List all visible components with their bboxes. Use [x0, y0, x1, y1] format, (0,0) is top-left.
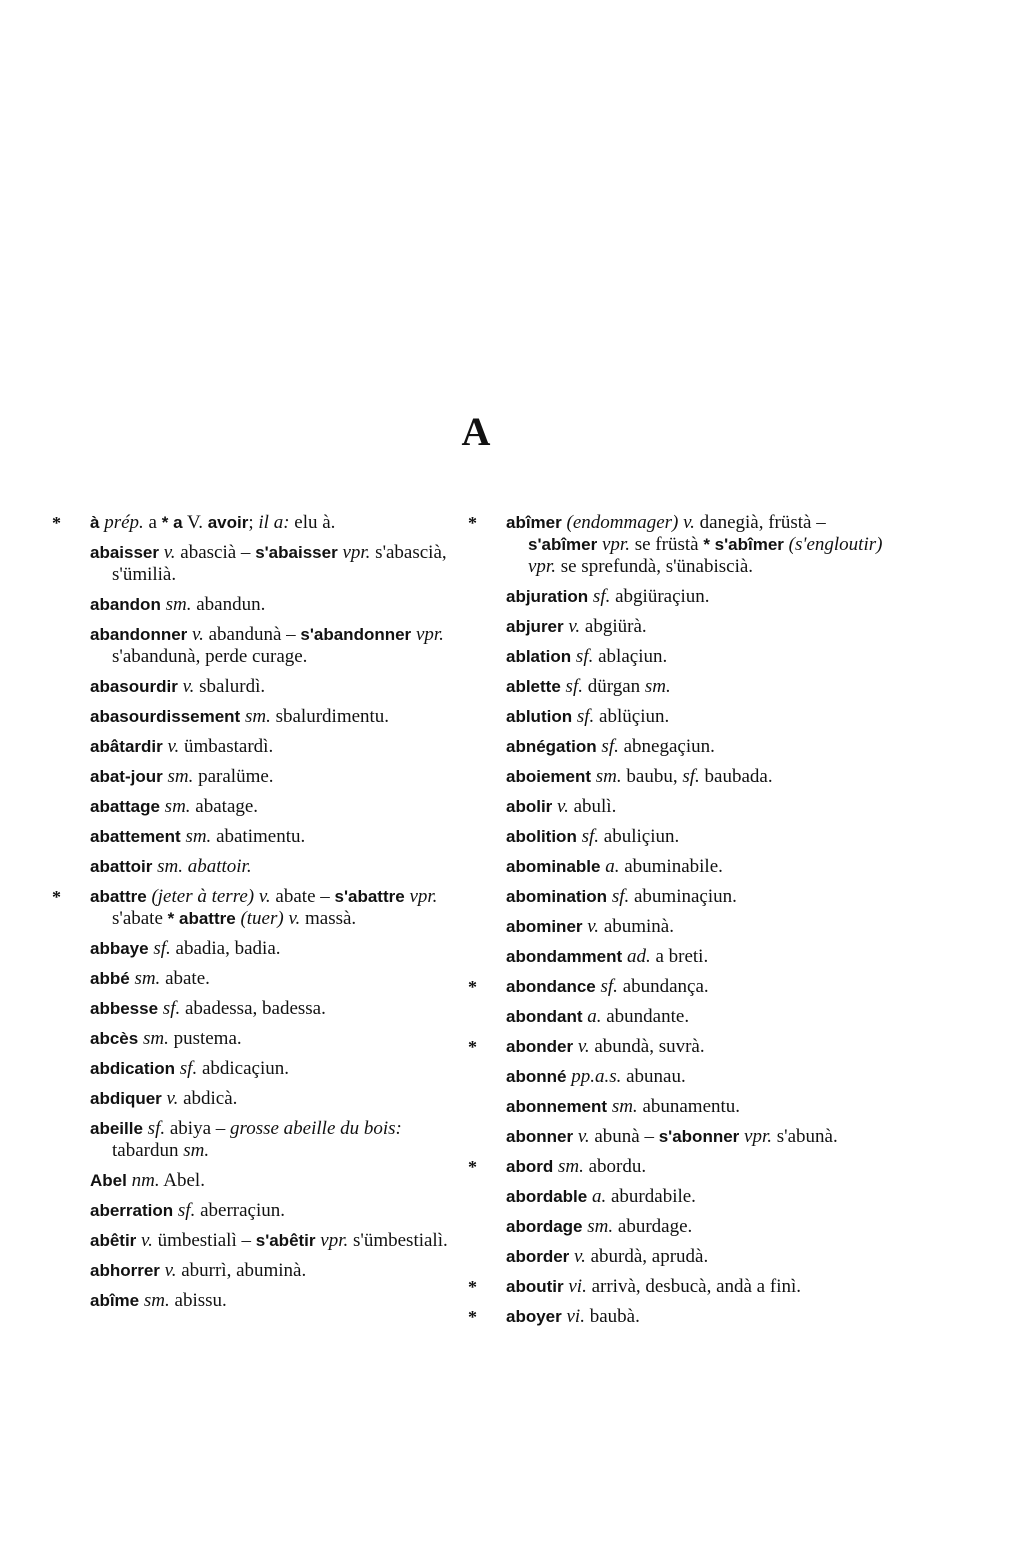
headword: abonder [506, 1037, 574, 1056]
dictionary-entry [90, 1170, 470, 1192]
headword: abordage [506, 1217, 583, 1236]
grammar-label: sm. [134, 968, 161, 989]
grammar-label: v. [683, 512, 695, 533]
headword: abjuration [506, 587, 589, 606]
grammar-label: vpr. [320, 1230, 349, 1251]
asterisk-marker: * [468, 1157, 477, 1177]
entry-text: abatage. [190, 796, 259, 817]
headword: abasourdir [90, 677, 178, 696]
dictionary-entry [468, 512, 886, 578]
grammar-label: sm. [143, 1290, 170, 1311]
dictionary-entry [90, 1290, 470, 1312]
dictionary-entry [506, 796, 886, 818]
headword: abîmer [506, 513, 562, 532]
dictionary-entry [90, 676, 470, 698]
grammar-label: sf. [600, 976, 618, 997]
dictionary-entry [506, 1066, 886, 1088]
entry-text: baubu, [621, 766, 683, 787]
grammar-label: v. [577, 1036, 590, 1057]
grammar-label: sf. [153, 938, 171, 959]
dictionary-entry [506, 766, 886, 788]
entry-text: abulì. [568, 796, 617, 817]
entry-text: abundà, suvrà. [589, 1036, 705, 1057]
headword: abbaye [90, 939, 149, 958]
grammar-label: v. [557, 796, 569, 817]
dictionary-entry [90, 766, 470, 788]
entry-text: abunà – [589, 1126, 659, 1147]
entry-text: abandun. [191, 594, 266, 615]
headword: abomination [506, 887, 608, 906]
headword: ablation [506, 647, 572, 666]
entry-text: abascià – [175, 542, 256, 563]
grammar-label: sf. [576, 706, 595, 727]
entry-text: abatimentu. [211, 826, 306, 847]
headword: ablution [506, 707, 573, 726]
grammar-label: v. [163, 542, 176, 563]
entry-text: paralüme. [193, 766, 274, 787]
headword: abandon [90, 595, 161, 614]
dictionary-entry [506, 736, 886, 758]
grammar-label: v. [192, 624, 204, 645]
headword: aberration [90, 1201, 174, 1220]
headword: * s'abîmer [703, 535, 784, 554]
entry-text: abgiüraçiun. [610, 586, 710, 607]
grammar-label: sf. [162, 998, 181, 1019]
dictionary-entry [90, 938, 470, 960]
entry-text: abiya – [165, 1118, 231, 1139]
dictionary-entry [90, 1118, 470, 1162]
headword: abordable [506, 1187, 588, 1206]
grammar-label: v. [587, 916, 600, 937]
asterisk-marker: * [468, 1277, 477, 1297]
entry-text: abate. [160, 968, 210, 989]
grammar-label: (s'engloutir) [788, 534, 883, 555]
dictionary-entry [468, 1156, 886, 1178]
grammar-label: v. [164, 1260, 177, 1281]
entry-text: ; [248, 512, 259, 533]
grammar-label: pp.a.s. [571, 1066, 622, 1087]
dictionary-entry [90, 826, 470, 848]
dictionary-entry [506, 646, 886, 668]
grammar-label: vpr. [602, 534, 630, 555]
grammar-label: sf. [682, 766, 700, 787]
headword: aboutir [506, 1277, 564, 1296]
dictionary-entry [52, 512, 470, 534]
dictionary-entry [90, 796, 470, 818]
grammar-label: v. [167, 736, 180, 757]
entry-text: se sprefundà, s'ünabiscià. [555, 556, 754, 577]
entry-text: Abel. [159, 1170, 205, 1191]
grammar-label: sf. [575, 646, 594, 667]
headword: abattage [90, 797, 160, 816]
grammar-label: sm. [611, 1096, 638, 1117]
entry-text: abadessa, badessa. [180, 998, 326, 1019]
grammar-label: sm. [587, 1216, 614, 1237]
headword: * a [161, 513, 183, 532]
entry-text: abgiürà. [580, 616, 647, 637]
entry-text: abnegaçiun. [618, 736, 715, 757]
entry-text: sbalurdì. [194, 676, 266, 697]
entry-text: elu à. [289, 512, 336, 533]
entry-text: abate – [270, 886, 335, 907]
headword: s'abattre [334, 887, 405, 906]
headword: abêtir [90, 1231, 137, 1250]
headword: abondant [506, 1007, 583, 1026]
asterisk-marker: * [52, 513, 61, 533]
headword: s'abaisser [255, 543, 338, 562]
dictionary-entry [506, 1186, 886, 1208]
dictionary-entry [506, 886, 886, 908]
headword: abâtardir [90, 737, 163, 756]
grammar-label: vpr. [415, 624, 444, 645]
dictionary-entry [90, 1260, 470, 1282]
headword: abasourdissement [90, 707, 241, 726]
entry-text: se früstà [629, 534, 704, 555]
dictionary-entry [90, 1058, 470, 1080]
dictionary-entry [506, 1006, 886, 1028]
grammar-label: a. [592, 1186, 607, 1207]
entry-text: aburdà, aprudà. [585, 1246, 709, 1267]
dictionary-entry [506, 676, 886, 698]
headword: abominer [506, 917, 583, 936]
grammar-label: v. [288, 908, 301, 929]
dictionary-column-right [468, 512, 886, 1336]
dictionary-entry [506, 826, 886, 848]
dictionary-entry [90, 736, 470, 758]
dictionary-entry [506, 1126, 886, 1148]
entry-text: abundante. [601, 1006, 690, 1027]
entry-text: aburdage. [613, 1216, 693, 1237]
grammar-label: sm. [557, 1156, 584, 1177]
dictionary-entry [506, 856, 886, 878]
entry-text: s'abate [112, 908, 168, 929]
entry-text: s'abascià, s'ümilià. [112, 542, 447, 585]
grammar-label: vpr. [342, 542, 371, 563]
entry-text: danegià, früstà – [694, 512, 826, 533]
asterisk-marker: * [468, 513, 477, 533]
headword: abbé [90, 969, 130, 988]
grammar-label: sm. [244, 706, 271, 727]
entry-text: abdicà. [178, 1088, 238, 1109]
dictionary-entry [506, 916, 886, 938]
grammar-label: nm. [131, 1170, 160, 1191]
headword: abat-jour [90, 767, 163, 786]
grammar-label: vpr. [528, 556, 556, 577]
grammar-label: sm. [183, 1140, 210, 1161]
entry-text: pustema. [168, 1028, 242, 1049]
dictionary-entry [90, 1230, 470, 1252]
headword: abondance [506, 977, 596, 996]
headword: abattre [90, 887, 147, 906]
dictionary-entry [90, 998, 470, 1020]
entry-text: abuminaçiun. [629, 886, 737, 907]
headword: abcès [90, 1029, 139, 1048]
grammar-label: grosse abeille du bois: [230, 1118, 402, 1139]
entry-text: abdicaçiun. [197, 1058, 289, 1079]
headword: avoir [207, 513, 249, 532]
headword: abolition [506, 827, 577, 846]
grammar-label: sm. [595, 766, 622, 787]
grammar-label: sm. [142, 1028, 169, 1049]
headword: abord [506, 1157, 554, 1176]
grammar-label: ad. [626, 946, 651, 967]
grammar-label: sm. [644, 676, 671, 697]
entry-text: abuliçiun. [599, 826, 680, 847]
headword: aboiement [506, 767, 592, 786]
entry-text: abuminabile. [619, 856, 723, 877]
grammar-label: sm. abattoir. [157, 856, 252, 877]
grammar-label: a. [587, 1006, 602, 1027]
dictionary-entry [468, 1306, 886, 1328]
asterisk-marker: * [52, 887, 61, 907]
grammar-label: a. [605, 856, 620, 877]
asterisk-marker: * [468, 977, 477, 997]
grammar-label: (jeter à terre) [151, 886, 255, 907]
grammar-label: v. [568, 616, 581, 637]
entry-text: a [143, 512, 162, 533]
grammar-label: vpr. [409, 886, 438, 907]
entry-text: aberraçiun. [195, 1200, 285, 1221]
headword: abdiquer [90, 1089, 162, 1108]
entry-text: abunamentu. [637, 1096, 741, 1117]
grammar-label: sf. [179, 1058, 198, 1079]
headword: abîme [90, 1291, 140, 1310]
entry-text: arrivà, desbucà, andà a finì. [586, 1276, 802, 1297]
entry-text: ablüçiun. [594, 706, 670, 727]
dictionary-entry [90, 1028, 470, 1050]
dictionary-column-left [52, 512, 470, 1320]
headword: aboyer [506, 1307, 562, 1326]
grammar-label: vi. [566, 1306, 585, 1327]
dictionary-entry [506, 1096, 886, 1118]
headword: Abel [90, 1171, 127, 1190]
entry-text: sbalurdimentu. [270, 706, 390, 727]
headword: abominable [506, 857, 601, 876]
entry-text: s'abandunà, perde curage. [112, 646, 308, 667]
grammar-label: sf. [581, 826, 600, 847]
grammar-label: v. [166, 1088, 179, 1109]
headword: abjurer [506, 617, 564, 636]
dictionary-entry [90, 856, 470, 878]
dictionary-entry [90, 594, 470, 616]
dictionary-entry [468, 1036, 886, 1058]
grammar-label: (endommager) [566, 512, 679, 533]
headword: abonnement [506, 1097, 608, 1116]
dictionary-entry [90, 1200, 470, 1222]
grammar-label: vpr. [744, 1126, 773, 1147]
grammar-label: v. [258, 886, 271, 907]
grammar-label: vi. [568, 1276, 587, 1297]
entry-text: abordu. [583, 1156, 647, 1177]
dictionary-entry [52, 886, 470, 930]
headword: à [90, 513, 100, 532]
headword: abaisser [90, 543, 159, 562]
headword: abattoir [90, 857, 153, 876]
dictionary-entry [506, 1246, 886, 1268]
entry-text: massà. [300, 908, 357, 929]
entry-text: baubà. [584, 1306, 640, 1327]
entry-text: tabardun [112, 1140, 184, 1161]
grammar-label: v. [574, 1246, 586, 1267]
headword: aborder [506, 1247, 570, 1266]
dictionary-entry [506, 616, 886, 638]
entry-text: V. [182, 512, 208, 533]
headword: ablette [506, 677, 561, 696]
entry-text: ümbastardì. [179, 736, 274, 757]
grammar-label: sf. [601, 736, 619, 757]
headword: abeille [90, 1119, 143, 1138]
dictionary-entry [90, 706, 470, 728]
headword: s'abonner [658, 1127, 740, 1146]
section-letter: A [461, 409, 491, 454]
headword: abdication [90, 1059, 176, 1078]
dictionary-entry [506, 586, 886, 608]
entry-text: abuminà. [599, 916, 674, 937]
grammar-label: sf. [147, 1118, 166, 1139]
headword: abbesse [90, 999, 159, 1018]
grammar-label: sf. [611, 886, 630, 907]
asterisk-marker: * [468, 1307, 477, 1327]
grammar-label: v. [141, 1230, 153, 1251]
entry-text: ümbestialì – [152, 1230, 256, 1251]
headword: abondamment [506, 947, 623, 966]
headword: abonné [506, 1067, 567, 1086]
entry-text: abandunà – [203, 624, 301, 645]
headword: abandonner [90, 625, 188, 644]
headword: abolir [506, 797, 553, 816]
grammar-label: sf. [565, 676, 583, 697]
entry-text: a breti. [650, 946, 709, 967]
headword: s'abandonner [300, 625, 412, 644]
grammar-label: sm. [167, 766, 194, 787]
grammar-label: il a: [258, 512, 290, 533]
grammar-label: sf. [592, 586, 611, 607]
headword: abhorrer [90, 1261, 160, 1280]
entry-text: aburrì, abuminà. [176, 1260, 307, 1281]
grammar-label: v. [182, 676, 195, 697]
dictionary-entry [468, 976, 886, 998]
entry-text: ablaçiun. [593, 646, 668, 667]
dictionary-entry [468, 1276, 886, 1298]
grammar-label: sm. [165, 594, 192, 615]
grammar-label: (tuer) [240, 908, 284, 929]
entry-text: abadia, badia. [170, 938, 281, 959]
entry-text: baubada. [699, 766, 773, 787]
asterisk-marker: * [468, 1037, 477, 1057]
entry-text: s'abunà. [772, 1126, 838, 1147]
entry-text: abunau. [621, 1066, 686, 1087]
dictionary-entry [90, 968, 470, 990]
dictionary-entry [506, 1216, 886, 1238]
grammar-label: v. [577, 1126, 590, 1147]
dictionary-entry [90, 542, 470, 586]
dictionary-entry [506, 946, 886, 968]
entry-text: abissu. [169, 1290, 227, 1311]
dictionary-entry [90, 1088, 470, 1110]
headword: s'abêtir [255, 1231, 316, 1250]
headword: abattement [90, 827, 181, 846]
headword: abonner [506, 1127, 574, 1146]
headword: s'abîmer [528, 535, 598, 554]
headword: * abattre [167, 909, 236, 928]
entry-text: s'ümbestialì. [348, 1230, 448, 1251]
headword: abnégation [506, 737, 597, 756]
grammar-label: sm. [185, 826, 212, 847]
dictionary-entry [506, 706, 886, 728]
grammar-label: sm. [164, 796, 191, 817]
entry-text: aburdabile. [606, 1186, 696, 1207]
entry-text: abundança. [617, 976, 709, 997]
grammar-label: sf. [177, 1200, 196, 1221]
dictionary-entry [90, 624, 470, 668]
entry-text: dürgan [582, 676, 645, 697]
grammar-label: prép. [104, 512, 144, 533]
